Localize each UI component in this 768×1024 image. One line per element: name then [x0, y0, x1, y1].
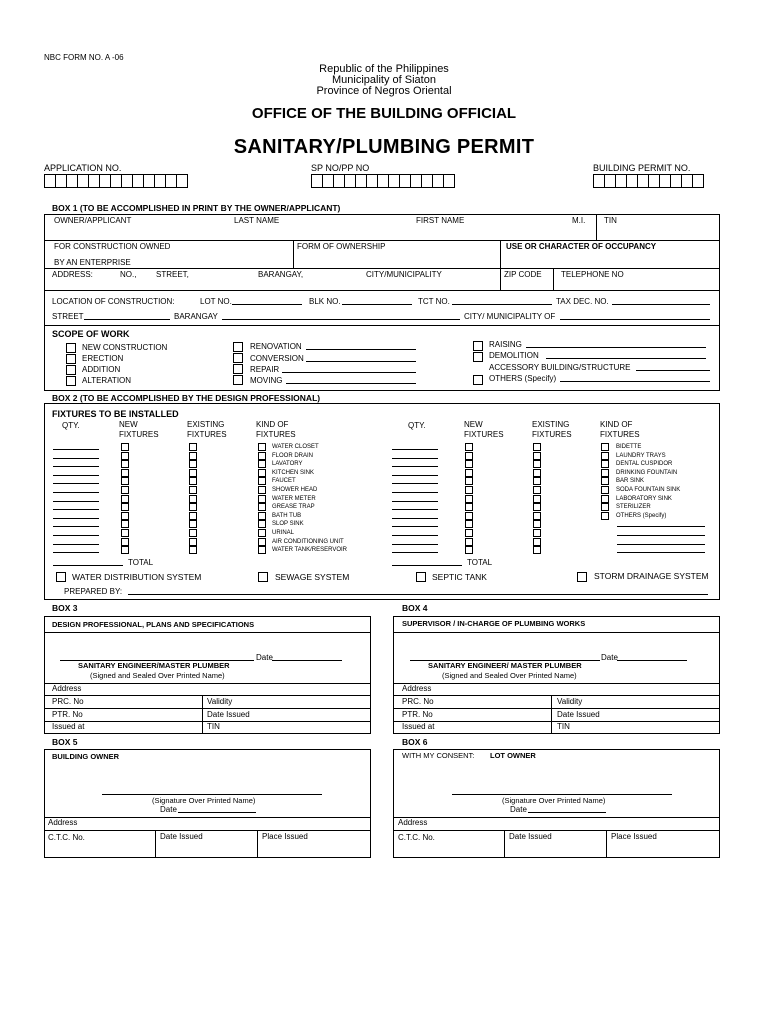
- qty-line[interactable]: [392, 509, 438, 510]
- new-header-right: NEW: [464, 420, 483, 429]
- kind-header-right: KIND OF: [600, 420, 633, 429]
- others-checkbox[interactable]: [473, 375, 483, 385]
- existing-fixture-checkbox[interactable]: [533, 486, 541, 494]
- kind-fixture-checkbox[interactable]: [601, 460, 609, 468]
- kind-fixture-checkbox[interactable]: [601, 495, 609, 503]
- box4-prc-label: PRC. No: [402, 697, 434, 706]
- fixture-label: BATH TUB: [272, 512, 302, 519]
- new-header-right-2: FIXTURES: [464, 430, 504, 439]
- province-line: Province of Negros Oriental: [316, 85, 452, 97]
- lot-no-line[interactable]: [232, 304, 302, 305]
- box3-prc-label: PRC. No: [52, 697, 84, 706]
- conversion-checkbox[interactable]: [233, 353, 243, 363]
- kind-fixture-checkbox[interactable]: [258, 512, 266, 520]
- erection-checkbox[interactable]: [66, 354, 76, 364]
- existing-fixture-checkbox[interactable]: [533, 495, 541, 503]
- use-character-label: USE OR CHARACTER OF OCCUPANCY: [506, 242, 657, 251]
- qty-header-right: QTY.: [408, 421, 426, 430]
- prepared-by-line[interactable]: [128, 594, 708, 595]
- fixture-label: FLOOR DRAIN: [272, 452, 314, 459]
- address-street-label: STREET,: [156, 270, 189, 279]
- kind-fixture-checkbox[interactable]: [601, 452, 609, 460]
- new-fixture-checkbox[interactable]: [465, 529, 473, 537]
- new-header: NEW: [119, 420, 138, 429]
- box6-address-label: Address: [398, 818, 428, 827]
- new-fixture-checkbox[interactable]: [121, 477, 129, 485]
- scope-item-label: RENOVATION: [250, 342, 302, 351]
- fixture-label: LAVATORY: [272, 461, 303, 468]
- box4-validity-label: Validity: [557, 697, 583, 706]
- fixture-label: BAR SINK: [616, 478, 645, 485]
- fixture-label: BIDETTE: [616, 444, 642, 450]
- septic-tank-checkbox[interactable]: [416, 572, 426, 582]
- addition-checkbox[interactable]: [66, 365, 76, 375]
- fixture-label: WATER METER: [272, 495, 316, 502]
- for-construction-label: FOR CONSTRUCTION OWNED: [54, 242, 171, 251]
- tin-label: TIN: [604, 216, 617, 225]
- address-barangay-label: BARANGAY,: [258, 270, 304, 279]
- kind-fixture-checkbox[interactable]: [601, 503, 609, 511]
- prepared-by-label: PREPARED BY:: [64, 587, 123, 596]
- total-label: TOTAL: [128, 558, 154, 567]
- city-label: CITY/ MUNICIPALITY OF: [464, 312, 556, 321]
- renovation-checkbox[interactable]: [233, 342, 243, 352]
- box3-signed: (Signed and Sealed Over Printed Name): [90, 671, 225, 680]
- box6-date-label: Date: [510, 805, 527, 814]
- existing-fixture-checkbox[interactable]: [533, 512, 541, 520]
- kind-fixture-checkbox[interactable]: [258, 477, 266, 485]
- kind-fixture-checkbox[interactable]: [258, 495, 266, 503]
- kind-fixture-checkbox[interactable]: [258, 486, 266, 494]
- kind-fixture-checkbox[interactable]: [601, 486, 609, 494]
- qty-line[interactable]: [392, 466, 438, 467]
- box6-ctc-label: C.T.C. No.: [398, 833, 435, 842]
- telephone-label: TELEPHONE NO: [561, 270, 624, 279]
- sp-no-field[interactable]: [311, 174, 454, 188]
- system-label: WATER DISTRIBUTION SYSTEM: [72, 572, 202, 582]
- new-fixture-checkbox[interactable]: [465, 443, 473, 451]
- new-fixture-checkbox[interactable]: [121, 529, 129, 537]
- existing-fixture-checkbox[interactable]: [533, 503, 541, 511]
- box5-date-label: Date: [160, 805, 177, 814]
- box6-date-issued-label: Date Issued: [509, 832, 552, 841]
- fixture-label: URINAL: [272, 530, 295, 536]
- box3-ptr-label: PTR. No: [52, 710, 83, 719]
- fixture-label: SLOP SINK: [272, 521, 304, 528]
- other-fixture-line[interactable]: [617, 535, 705, 536]
- box6-title: LOT OWNER: [490, 751, 536, 760]
- box4-date-issued-label: Date Issued: [557, 710, 600, 719]
- alteration-checkbox[interactable]: [66, 376, 76, 386]
- tct-no-line[interactable]: [452, 304, 552, 305]
- scope-item-label: RAISING: [489, 340, 522, 349]
- box5-label: BOX 5: [52, 737, 78, 747]
- new-fixture-checkbox[interactable]: [465, 452, 473, 460]
- application-no-label: APPLICATION NO.: [44, 163, 122, 173]
- qty-header: QTY.: [62, 421, 80, 430]
- application-no-field[interactable]: [44, 174, 187, 188]
- box4-ptr-label: PTR. No: [402, 710, 433, 719]
- existing-header: EXISTING: [187, 420, 225, 429]
- other-fixture-line[interactable]: [617, 526, 705, 527]
- kind-fixture-checkbox[interactable]: [258, 520, 266, 528]
- kind-fixture-checkbox[interactable]: [258, 546, 266, 554]
- kind-fixture-checkbox[interactable]: [258, 538, 266, 546]
- new-fixture-checkbox[interactable]: [465, 469, 473, 477]
- scope-item-label: DEMOLITION: [489, 351, 539, 360]
- scope-item-label: CONVERSION: [250, 354, 304, 363]
- existing-fixture-checkbox[interactable]: [189, 546, 197, 554]
- kind-fixture-checkbox[interactable]: [258, 460, 266, 468]
- scope-item-label: OTHERS (Specify): [489, 374, 557, 383]
- new-fixture-checkbox[interactable]: [121, 460, 129, 468]
- kind-fixture-checkbox[interactable]: [258, 452, 266, 460]
- new-fixture-checkbox[interactable]: [465, 538, 473, 546]
- last-name-label: LAST NAME: [234, 216, 280, 225]
- street-line[interactable]: [84, 319, 170, 320]
- box4-issued-at-label: Issued at: [402, 722, 435, 731]
- fixture-label: SODA FOUNTAIN SINK: [616, 487, 681, 493]
- fixtures-title: FIXTURES TO BE INSTALLED: [52, 409, 179, 419]
- total-label-right: TOTAL: [467, 558, 493, 567]
- new-fixture-checkbox[interactable]: [121, 538, 129, 546]
- qty-line[interactable]: [392, 552, 438, 553]
- box4-role: SANITARY ENGINEER/ MASTER PLUMBER: [428, 661, 582, 670]
- mi-label: M.I.: [572, 216, 586, 225]
- new-fixture-checkbox[interactable]: [121, 469, 129, 477]
- building-permit-no-field[interactable]: [593, 174, 703, 188]
- water-distribution-checkbox[interactable]: [56, 572, 66, 582]
- box6-place-issued-label: Place Issued: [611, 832, 657, 841]
- kind-fixture-checkbox[interactable]: [258, 529, 266, 537]
- qty-line[interactable]: [53, 449, 99, 450]
- city-line[interactable]: [560, 319, 710, 320]
- location-label: LOCATION OF CONSTRUCTION:: [52, 297, 175, 306]
- scope-item-label: ADDITION: [82, 365, 121, 374]
- fixture-label: WATER CLOSET: [272, 444, 319, 450]
- qty-line[interactable]: [392, 458, 438, 459]
- office-title: OFFICE OF THE BUILDING OFFICIAL: [251, 105, 517, 122]
- qty-line[interactable]: [53, 501, 99, 502]
- kind-header: KIND OF: [256, 420, 289, 429]
- fixture-label: STERILIZER: [616, 504, 651, 511]
- existing-fixture-checkbox[interactable]: [533, 538, 541, 546]
- box5-place-issued-label: Place Issued: [262, 832, 308, 841]
- existing-fixture-checkbox[interactable]: [189, 520, 197, 528]
- existing-fixture-checkbox[interactable]: [533, 546, 541, 554]
- scope-item-label: MOVING: [250, 376, 283, 385]
- fixture-label: KITCHEN SINK: [272, 469, 315, 476]
- kind-fixture-checkbox[interactable]: [601, 469, 609, 477]
- box1-title: BOX 1 (TO BE ACCOMPLISHED IN PRINT BY THE OWNER/APPLICANT): [52, 203, 341, 213]
- address-no-label: NO.,: [120, 270, 137, 279]
- new-fixture-checkbox[interactable]: [465, 512, 473, 520]
- existing-fixture-checkbox[interactable]: [189, 512, 197, 520]
- existing-fixture-checkbox[interactable]: [533, 469, 541, 477]
- kind-fixture-checkbox[interactable]: [601, 443, 609, 451]
- by-enterprise-label: BY AN ENTERPRISE: [54, 258, 131, 267]
- sewage-system-checkbox[interactable]: [258, 572, 268, 582]
- qty-line[interactable]: [53, 458, 99, 459]
- fixture-label: SHOWER HEAD: [272, 487, 318, 493]
- fixture-label: GREASE TRAP: [272, 504, 315, 511]
- existing-fixture-checkbox[interactable]: [533, 452, 541, 460]
- qty-line[interactable]: [392, 518, 438, 519]
- zip-label: ZIP CODE: [504, 270, 542, 279]
- box4-title: SUPERVISOR / IN-CHARGE OF PLUMBING WORKS: [402, 619, 586, 628]
- existing-fixture-checkbox[interactable]: [533, 520, 541, 528]
- qty-line[interactable]: [53, 509, 99, 510]
- new-fixture-checkbox[interactable]: [465, 495, 473, 503]
- box3-issued-at-label: Issued at: [52, 722, 85, 731]
- form-number: NBC FORM NO. A -06: [44, 53, 124, 62]
- kind-header-2: FIXTURES: [256, 430, 296, 439]
- kind-fixture-checkbox[interactable]: [258, 503, 266, 511]
- existing-fixture-checkbox[interactable]: [189, 443, 197, 451]
- scope-item-label: NEW CONSTRUCTION: [82, 343, 168, 352]
- qty-line[interactable]: [53, 526, 99, 527]
- fixture-label: LABORATORY SINK: [616, 495, 672, 502]
- existing-header-right-2: FIXTURES: [532, 430, 572, 439]
- kind-fixture-checkbox[interactable]: [258, 469, 266, 477]
- existing-fixture-checkbox[interactable]: [189, 503, 197, 511]
- new-fixture-checkbox[interactable]: [121, 452, 129, 460]
- existing-fixture-checkbox[interactable]: [533, 477, 541, 485]
- blk-no-line[interactable]: [342, 304, 412, 305]
- sp-no-label: SP NO/PP NO: [311, 163, 370, 173]
- fixture-label: FAUCET: [272, 478, 296, 485]
- new-header-2: FIXTURES: [119, 430, 159, 439]
- barangay-label: BARANGAY: [174, 312, 218, 321]
- page-title: SANITARY/PLUMBING PERMIT: [233, 136, 535, 158]
- scope-item-label: ALTERATION: [82, 376, 132, 385]
- box5-date-issued-label: Date Issued: [160, 832, 203, 841]
- lot-no-label: LOT NO.: [200, 297, 232, 306]
- other-fixture-line[interactable]: [617, 552, 705, 553]
- existing-fixture-checkbox[interactable]: [189, 460, 197, 468]
- box3-tin-label: TIN: [207, 722, 220, 731]
- new-fixture-checkbox[interactable]: [121, 486, 129, 494]
- box4-date-label: Date: [601, 653, 618, 662]
- qty-line[interactable]: [53, 466, 99, 467]
- fixture-label: DRINKING FOUNTAIN: [616, 469, 678, 476]
- qty-line[interactable]: [392, 449, 438, 450]
- first-name-label: FIRST NAME: [416, 216, 465, 225]
- qty-line[interactable]: [53, 535, 99, 536]
- qty-line[interactable]: [392, 501, 438, 502]
- raising-checkbox[interactable]: [473, 341, 483, 351]
- fixture-label: LAUNDRY TRAYS: [616, 452, 666, 459]
- qty-line[interactable]: [392, 492, 438, 493]
- box4-tin-label: TIN: [557, 722, 570, 731]
- box5-signature-label: (Signature Over Printed Name): [152, 796, 256, 805]
- address-label: ADDRESS:: [52, 270, 93, 279]
- qty-line[interactable]: [53, 552, 99, 553]
- box4-label: BOX 4: [402, 603, 428, 613]
- qty-line[interactable]: [392, 483, 438, 484]
- qty-line[interactable]: [53, 544, 99, 545]
- street-label: STREET: [52, 312, 84, 321]
- box3-address-label: Address: [52, 684, 82, 693]
- existing-fixture-checkbox[interactable]: [189, 538, 197, 546]
- kind-fixture-checkbox[interactable]: [258, 443, 266, 451]
- scope-of-work-title: SCOPE OF WORK: [52, 329, 130, 339]
- qty-line[interactable]: [53, 518, 99, 519]
- existing-fixture-checkbox[interactable]: [189, 486, 197, 494]
- fixture-label: OTHERS (Specify): [616, 512, 667, 519]
- box6-signature-line[interactable]: [452, 794, 672, 795]
- box6-consent-label: WITH MY CONSENT:: [402, 751, 475, 760]
- box6-signature-label: (Signature Over Printed Name): [502, 796, 606, 805]
- scope-item-label: ACCESSORY BUILDING/STRUCTURE: [489, 363, 631, 372]
- address-city-label: CITY/MUNICIPALITY: [366, 270, 442, 279]
- qty-line[interactable]: [392, 544, 438, 545]
- existing-fixture-checkbox[interactable]: [533, 460, 541, 468]
- existing-fixture-checkbox[interactable]: [189, 529, 197, 537]
- new-fixture-checkbox[interactable]: [465, 546, 473, 554]
- system-label: SEPTIC TANK: [432, 572, 487, 582]
- box4-signed: (Signed and Sealed Over Printed Name): [442, 671, 577, 680]
- new-fixture-checkbox[interactable]: [465, 503, 473, 511]
- existing-fixture-checkbox[interactable]: [189, 477, 197, 485]
- storm-drainage-checkbox[interactable]: [577, 572, 587, 582]
- qty-line[interactable]: [53, 475, 99, 476]
- qty-line[interactable]: [392, 475, 438, 476]
- kind-header-right-2: FIXTURES: [600, 430, 640, 439]
- blk-no-label: BLK NO.: [309, 297, 341, 306]
- box3-title: DESIGN PROFESSIONAL, PLANS AND SPECIFICATIONS: [52, 620, 255, 629]
- existing-fixture-checkbox[interactable]: [189, 469, 197, 477]
- new-fixture-checkbox[interactable]: [465, 520, 473, 528]
- barangay-line[interactable]: [222, 319, 460, 320]
- box5-title: BUILDING OWNER: [52, 752, 120, 761]
- new-fixture-checkbox[interactable]: [121, 546, 129, 554]
- existing-fixture-checkbox[interactable]: [533, 529, 541, 537]
- existing-header-right: EXISTING: [532, 420, 570, 429]
- qty-line[interactable]: [392, 535, 438, 536]
- fixture-label: AIR CONDITIONING UNIT: [272, 538, 344, 545]
- fixture-label: DENTAL CUSPIDOR: [616, 461, 673, 468]
- tax-dec-label: TAX DEC. NO.: [556, 297, 609, 306]
- box2-title: BOX 2 (TO BE ACCOMPLISHED BY THE DESIGN PROFESSIONAL): [52, 393, 321, 403]
- republic-line: Republic of the Philippines: [319, 63, 449, 75]
- box3-validity-label: Validity: [207, 697, 233, 706]
- new-construction-checkbox[interactable]: [66, 343, 76, 353]
- new-fixture-checkbox[interactable]: [121, 503, 129, 511]
- system-label: STORM DRAINAGE SYSTEM: [594, 571, 709, 581]
- tax-dec-line[interactable]: [612, 304, 710, 305]
- form-of-ownership-label: FORM OF OWNERSHIP: [297, 242, 386, 251]
- existing-fixture-checkbox[interactable]: [533, 443, 541, 451]
- other-fixture-line[interactable]: [617, 544, 705, 545]
- new-fixture-checkbox[interactable]: [121, 495, 129, 503]
- existing-fixture-checkbox[interactable]: [189, 452, 197, 460]
- new-fixture-checkbox[interactable]: [465, 486, 473, 494]
- box3-role: SANITARY ENGINEER/MASTER PLUMBER: [78, 661, 230, 670]
- scope-item-label: ERECTION: [82, 354, 124, 363]
- new-fixture-checkbox[interactable]: [465, 477, 473, 485]
- box5-signature-line[interactable]: [102, 794, 322, 795]
- box3-label: BOX 3: [52, 603, 78, 613]
- kind-fixture-checkbox[interactable]: [601, 512, 609, 520]
- owner-applicant-label: OWNER/APPLICANT: [54, 216, 132, 225]
- scope-item-label: REPAIR: [250, 365, 280, 374]
- box5-address-label: Address: [48, 818, 78, 827]
- moving-checkbox[interactable]: [233, 375, 243, 385]
- municipality-line: Municipality of Siaton: [332, 74, 436, 86]
- new-fixture-checkbox[interactable]: [121, 520, 129, 528]
- repair-checkbox[interactable]: [233, 364, 243, 374]
- demolition-checkbox[interactable]: [473, 352, 483, 362]
- qty-line[interactable]: [392, 526, 438, 527]
- existing-fixture-checkbox[interactable]: [189, 495, 197, 503]
- new-fixture-checkbox[interactable]: [465, 460, 473, 468]
- box3-date-issued-label: Date Issued: [207, 710, 250, 719]
- box6-label: BOX 6: [402, 737, 428, 747]
- building-permit-no-label: BUILDING PERMIT NO.: [593, 163, 691, 173]
- tct-no-label: TCT NO.: [418, 297, 450, 306]
- box3-date-label: Date: [256, 653, 273, 662]
- new-fixture-checkbox[interactable]: [121, 443, 129, 451]
- system-label: SEWAGE SYSTEM: [275, 572, 350, 582]
- box4-address-label: Address: [402, 684, 432, 693]
- existing-header-2: FIXTURES: [187, 430, 227, 439]
- kind-fixture-checkbox[interactable]: [601, 477, 609, 485]
- qty-line[interactable]: [53, 483, 99, 484]
- qty-line[interactable]: [53, 492, 99, 493]
- box5-ctc-label: C.T.C. No.: [48, 833, 85, 842]
- fixture-label: WATER TANK/RESERVOIR: [272, 547, 348, 554]
- new-fixture-checkbox[interactable]: [121, 512, 129, 520]
